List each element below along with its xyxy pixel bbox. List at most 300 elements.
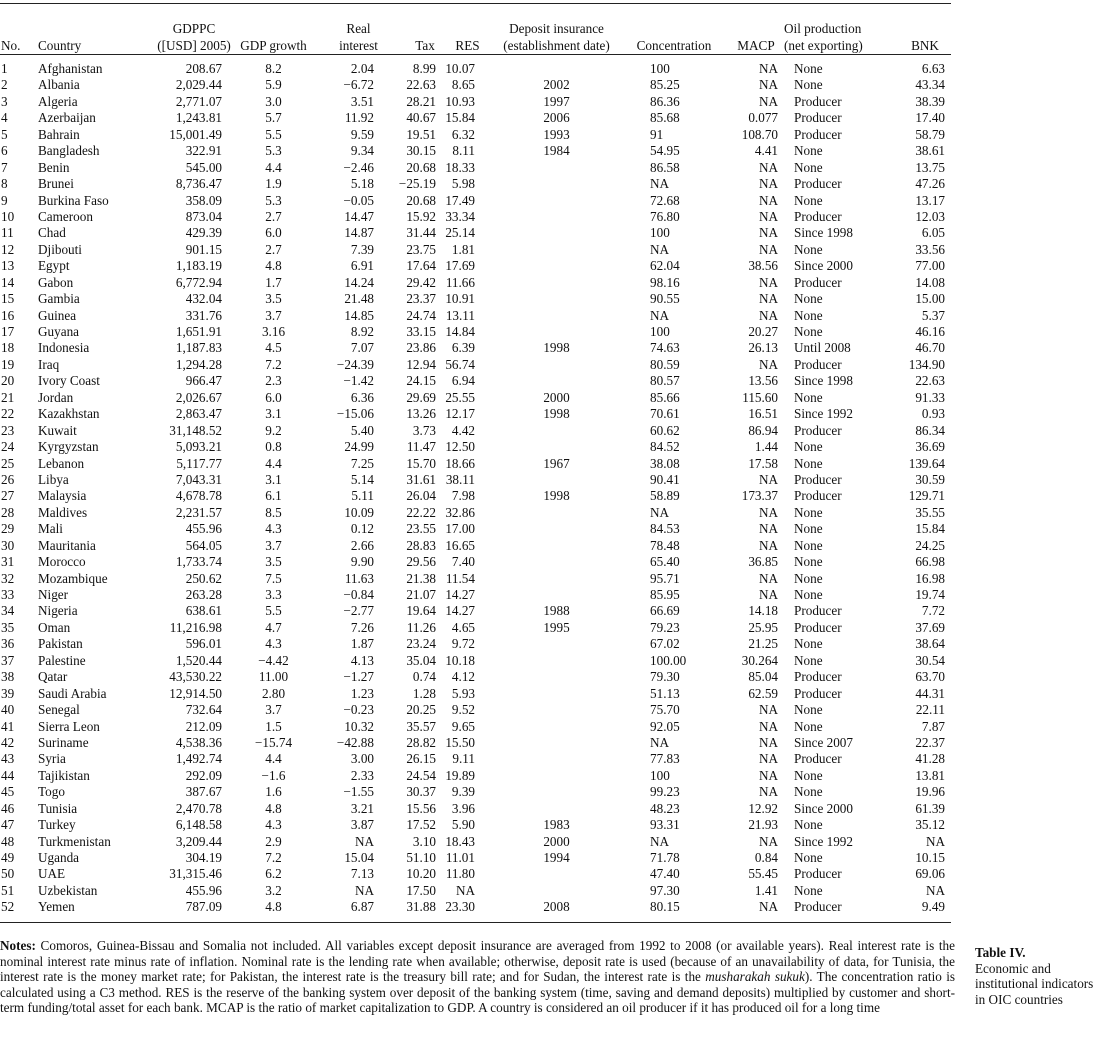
cell-gdp-growth: 5.3 (265, 143, 282, 159)
cell-country: Benin (38, 159, 70, 175)
cell-deposit (485, 686, 628, 702)
cell-real-interest: 10.32 (344, 718, 374, 734)
cell-real-interest: 21.48 (344, 291, 374, 307)
cell-gdppc: 545.00 (185, 159, 222, 175)
cell-concentration: 80.57 (650, 373, 680, 389)
cell-gdppc: 3,209.44 (175, 833, 222, 849)
table-row (0, 866, 951, 882)
cell-gdp-growth: 2.80 (261, 685, 286, 701)
cell-gdppc: 2,026.67 (175, 389, 222, 405)
cell-no: 6 (1, 143, 8, 159)
cell-real-interest: 1.23 (350, 685, 374, 701)
cell-gdppc: 250.62 (185, 570, 222, 586)
cell-no: 13 (1, 258, 15, 274)
cell-res: 8.65 (451, 77, 475, 93)
cell-country: Afghanistan (38, 61, 103, 77)
cell-no: 16 (1, 307, 15, 323)
cell-real-interest: −42.88 (336, 734, 374, 750)
cell-country: Uzbekistan (38, 882, 98, 898)
cell-real-interest: 1.87 (350, 636, 374, 652)
cell-real-interest: 7.39 (350, 241, 374, 257)
cell-real-interest: 7.25 (350, 455, 374, 471)
cell-concentration: 65.40 (650, 554, 680, 570)
cell-concentration: 78.48 (650, 537, 680, 553)
cell-tax: 35.04 (406, 652, 436, 668)
cell-gdppc: 358.09 (185, 192, 222, 208)
cell-res: 15.50 (445, 734, 475, 750)
cell-oil: Since 1992 (794, 406, 853, 422)
cell-macp: NA (758, 521, 778, 537)
cell-res: 12.50 (445, 439, 475, 455)
cell-real-interest: 2.04 (350, 61, 374, 77)
cell-deposit (485, 472, 628, 488)
cell-oil: None (794, 636, 823, 652)
header-gdppc-line2: ([USD] 2005) (157, 38, 231, 53)
cell-concentration: 70.61 (650, 406, 680, 422)
cell-tax: 51.10 (406, 850, 436, 866)
cell-country: Guyana (38, 324, 80, 340)
notes-italic: musharakah sukuk (705, 969, 805, 984)
cell-tax: 22.63 (406, 77, 436, 93)
table-row (0, 850, 951, 866)
cell-concentration: NA (650, 734, 670, 750)
cell-concentration: 71.78 (650, 850, 680, 866)
cell-bnk: 6.63 (921, 61, 945, 77)
cell-tax: 11.26 (406, 619, 436, 635)
table-row (0, 242, 951, 258)
cell-res: 11.01 (445, 850, 475, 866)
cell-concentration: 85.68 (650, 110, 680, 126)
cell-real-interest: −1.27 (343, 669, 374, 685)
cell-concentration: 90.55 (650, 291, 680, 307)
cell-gdppc: 1,492.74 (175, 751, 222, 767)
cell-bnk: 22.63 (915, 373, 945, 389)
cell-res: 18.43 (445, 833, 475, 849)
cell-no: 18 (1, 340, 15, 356)
cell-res: 14.27 (445, 603, 475, 619)
cell-country: Turkmenistan (38, 833, 111, 849)
cell-res: 9.52 (451, 702, 475, 718)
cell-bnk: 63.70 (915, 669, 945, 685)
cell-res: 13.11 (445, 307, 475, 323)
cell-concentration: 74.63 (650, 340, 680, 356)
cell-concentration: 54.95 (650, 143, 680, 159)
cell-no: 9 (1, 192, 8, 208)
cell-concentration: 86.58 (650, 159, 680, 175)
cell-tax: 19.51 (406, 126, 436, 142)
cell-macp: 1.44 (754, 439, 778, 455)
cell-gdppc: 596.01 (185, 636, 222, 652)
cell-concentration: 84.52 (650, 439, 680, 455)
table-row (0, 653, 951, 669)
table-row (0, 817, 951, 833)
cell-deposit (485, 209, 628, 225)
cell-gdppc: 2,231.57 (175, 504, 222, 520)
cell-oil: Producer (794, 899, 842, 915)
cell-bnk: 6.05 (921, 225, 945, 241)
cell-real-interest: 6.36 (350, 389, 374, 405)
cell-gdppc: 2,470.78 (175, 800, 222, 816)
cell-real-interest: 0.12 (350, 521, 374, 537)
cell-no: 49 (1, 850, 15, 866)
cell-concentration: 47.40 (650, 866, 680, 882)
cell-tax: 8.99 (412, 61, 436, 77)
cell-no: 43 (1, 751, 15, 767)
cell-concentration: 91 (650, 126, 664, 142)
table-row (0, 702, 951, 718)
cell-macp: 0.84 (754, 850, 778, 866)
cell-deposit: 1998 (543, 406, 570, 422)
cell-gdp-growth: 1.7 (265, 274, 282, 290)
cell-deposit (485, 768, 628, 784)
cell-gdp-growth: −4.42 (258, 652, 289, 668)
cell-macp: 108.70 (741, 126, 778, 142)
cell-oil: Producer (794, 488, 842, 504)
cell-deposit (485, 242, 628, 258)
cell-deposit: 2006 (543, 110, 570, 126)
cell-concentration: 75.70 (650, 702, 680, 718)
cell-gdp-growth: 2.7 (265, 208, 282, 224)
cell-real-interest: 5.18 (350, 176, 374, 192)
cell-no: 21 (1, 389, 15, 405)
cell-bnk: 24.25 (915, 537, 945, 553)
cell-deposit (485, 308, 628, 324)
cell-oil: Producer (794, 471, 842, 487)
cell-country: Uganda (38, 850, 80, 866)
cell-deposit: 1997 (543, 93, 570, 109)
header-deposit-line1: Deposit insurance (509, 21, 604, 36)
cell-deposit (485, 193, 628, 209)
cell-concentration: 100 (650, 61, 670, 77)
cell-deposit: 1998 (543, 340, 570, 356)
cell-macp: NA (758, 356, 778, 372)
cell-bnk: 30.54 (915, 652, 945, 668)
cell-no: 31 (1, 554, 15, 570)
cell-no: 11 (1, 225, 14, 241)
cell-res: 14.84 (445, 324, 475, 340)
cell-tax: 30.15 (406, 143, 436, 159)
cell-deposit (485, 324, 628, 340)
cell-bnk: 19.96 (915, 784, 945, 800)
cell-concentration: NA (650, 241, 670, 257)
cell-concentration: 79.23 (650, 619, 680, 635)
header-country: Country (38, 38, 82, 53)
cell-res: 33.34 (445, 208, 475, 224)
cell-country: Turkey (38, 817, 76, 833)
cell-no: 12 (1, 241, 15, 257)
cell-real-interest: 10.09 (344, 504, 374, 520)
cell-tax: 40.67 (406, 110, 436, 126)
cell-real-interest: 2.33 (350, 767, 374, 783)
cell-gdp-growth: 6.2 (265, 866, 282, 882)
cell-gdppc: 2,029.44 (175, 77, 222, 93)
cell-no: 7 (1, 159, 8, 175)
cell-gdp-growth: 4.5 (265, 340, 282, 356)
cell-bnk: NA (925, 882, 945, 898)
table-row (0, 176, 951, 192)
header-concentration: Concentration (636, 38, 712, 53)
cell-gdp-growth: 5.7 (265, 110, 282, 126)
cell-gdppc: 5,117.77 (176, 455, 222, 471)
cell-no: 42 (1, 734, 15, 750)
cell-oil: None (794, 652, 823, 668)
cell-macp: 16.51 (748, 406, 778, 422)
cell-gdp-growth: 7.2 (265, 850, 282, 866)
cell-oil: None (794, 702, 823, 718)
cell-concentration: 84.53 (650, 521, 680, 537)
cell-macp: 13.56 (748, 373, 778, 389)
cell-country: Mozambique (38, 570, 108, 586)
cell-no: 39 (1, 685, 15, 701)
cell-res: 9.11 (452, 751, 475, 767)
caption-title: Table IV. (975, 945, 1026, 960)
cell-macp: 85.04 (748, 669, 778, 685)
cell-concentration: 67.02 (650, 636, 680, 652)
cell-deposit: 1967 (543, 455, 570, 471)
cell-no: 52 (1, 899, 15, 915)
cell-concentration: 100 (650, 767, 670, 783)
cell-oil: None (794, 324, 823, 340)
cell-deposit (485, 784, 628, 800)
cell-res: 14.27 (445, 587, 475, 603)
cell-country: Morocco (38, 554, 86, 570)
cell-deposit (485, 866, 628, 882)
cell-real-interest: 14.85 (344, 307, 374, 323)
cell-bnk: 129.71 (908, 488, 945, 504)
cell-country: Burkina Faso (38, 192, 109, 208)
cell-country: Albania (38, 77, 80, 93)
cell-gdppc: 31,315.46 (169, 866, 222, 882)
cell-real-interest: 14.47 (344, 208, 374, 224)
header-res: RES (455, 38, 480, 53)
cell-macp: NA (758, 784, 778, 800)
cell-country: Sierra Leon (38, 718, 100, 734)
cell-oil: Producer (794, 274, 842, 290)
cell-no: 27 (1, 488, 15, 504)
cell-bnk: 0.93 (921, 406, 945, 422)
cell-deposit: 1998 (543, 488, 570, 504)
cell-real-interest: NA (354, 882, 374, 898)
cell-res: 9.65 (451, 718, 475, 734)
cell-country: Qatar (38, 669, 68, 685)
cell-oil: Producer (794, 669, 842, 685)
cell-gdp-growth: 2.3 (265, 373, 282, 389)
cell-no: 14 (1, 274, 15, 290)
cell-tax: 31.44 (406, 225, 436, 241)
cell-gdppc: 12,914.50 (169, 685, 222, 701)
cell-real-interest: 7.13 (350, 866, 374, 882)
cell-macp: 55.45 (748, 866, 778, 882)
cell-gdppc: 2,863.47 (175, 406, 222, 422)
cell-deposit (485, 735, 628, 751)
cell-concentration: 51.13 (650, 685, 680, 701)
cell-concentration: 58.89 (650, 488, 680, 504)
cell-res: 1.81 (451, 241, 475, 257)
cell-no: 48 (1, 833, 15, 849)
cell-macp: 26.13 (748, 340, 778, 356)
cell-country: Kyrgyzstan (38, 439, 99, 455)
cell-country: Togo (38, 784, 65, 800)
cell-country: Maldives (38, 504, 88, 520)
cell-oil: None (794, 77, 823, 93)
cell-oil: None (794, 307, 823, 323)
cell-no: 34 (1, 603, 15, 619)
cell-concentration: 79.30 (650, 669, 680, 685)
cell-country: Gambia (38, 291, 80, 307)
table-row (0, 94, 951, 110)
cell-res: 38.11 (445, 471, 475, 487)
cell-deposit (485, 225, 628, 241)
cell-no: 23 (1, 422, 15, 438)
cell-oil: Producer (794, 126, 842, 142)
table-row (0, 406, 951, 422)
cell-gdppc: 429.39 (185, 225, 222, 241)
cell-gdppc: 901.15 (185, 241, 222, 257)
cell-oil: Until 2008 (794, 340, 851, 356)
cell-tax: 3.73 (412, 422, 436, 438)
cell-no: 28 (1, 504, 15, 520)
cell-oil: None (794, 389, 823, 405)
cell-no: 3 (1, 93, 8, 109)
cell-res: 6.32 (451, 126, 475, 142)
cell-gdp-growth: 3.16 (261, 324, 286, 340)
header-deposit-line2: (establishment date) (503, 38, 610, 53)
cell-gdp-growth: 8.2 (265, 61, 282, 77)
cell-bnk: 13.75 (915, 159, 945, 175)
cell-macp: NA (758, 176, 778, 192)
cell-bnk: 30.59 (915, 471, 945, 487)
cell-tax: 28.83 (406, 537, 436, 553)
cell-country: Niger (38, 587, 69, 603)
cell-bnk: 13.81 (915, 767, 945, 783)
cell-real-interest: 2.66 (350, 537, 374, 553)
cell-concentration: 85.66 (650, 389, 680, 405)
cell-macp: NA (758, 307, 778, 323)
cell-res: 11.54 (445, 570, 475, 586)
cell-gdp-growth: 4.8 (265, 899, 282, 915)
cell-gdppc: 15,001.49 (169, 126, 222, 142)
cell-res: 8.11 (452, 143, 475, 159)
table-row (0, 735, 951, 751)
cell-real-interest: 14.87 (344, 225, 374, 241)
header-oil-production (784, 4, 887, 56)
cell-real-interest: 7.07 (350, 340, 374, 356)
cell-oil: Since 1998 (794, 225, 853, 241)
cell-macp: 21.93 (748, 817, 778, 833)
table-row (0, 669, 951, 685)
cell-gdp-growth: 9.2 (265, 422, 282, 438)
cell-country: Kazakhstan (38, 406, 100, 422)
cell-gdppc: 31,148.52 (169, 422, 222, 438)
cell-deposit (485, 160, 628, 176)
cell-country: Lebanon (38, 455, 85, 471)
cell-oil: None (794, 159, 823, 175)
header-gdppc (128, 4, 232, 56)
header-gdp-growth: GDP growth (240, 38, 307, 53)
cell-bnk: 43.34 (915, 77, 945, 93)
table-row (0, 587, 951, 603)
cell-macp: NA (758, 208, 778, 224)
cell-gdp-growth: 7.5 (265, 570, 282, 586)
cell-real-interest: 3.51 (350, 93, 374, 109)
indicators-table (0, 4, 951, 916)
cell-macp: 21.25 (748, 636, 778, 652)
cell-macp: NA (758, 274, 778, 290)
table-row (0, 620, 951, 636)
cell-macp: 36.85 (748, 554, 778, 570)
cell-oil: Producer (794, 110, 842, 126)
cell-real-interest: NA (354, 833, 374, 849)
cell-oil: None (794, 587, 823, 603)
cell-res: 17.00 (445, 521, 475, 537)
cell-country: Senegal (38, 702, 80, 718)
cell-res: 15.84 (445, 110, 475, 126)
cell-bnk: 15.00 (915, 291, 945, 307)
cell-gdp-growth: 3.5 (265, 554, 282, 570)
cell-country: Jordan (38, 389, 74, 405)
cell-deposit: 2000 (543, 389, 570, 405)
cell-country: Brunei (38, 176, 74, 192)
cell-real-interest: 15.04 (344, 850, 374, 866)
cell-country: Bahrain (38, 126, 80, 142)
cell-oil: Producer (794, 356, 842, 372)
cell-deposit (485, 751, 628, 767)
cell-real-interest: −1.42 (343, 373, 374, 389)
cell-concentration: 93.31 (650, 817, 680, 833)
cell-concentration: 90.41 (650, 471, 680, 487)
cell-macp: 173.37 (741, 488, 778, 504)
cell-gdppc: 1,520.44 (175, 652, 222, 668)
cell-deposit: 1994 (543, 850, 570, 866)
cell-concentration: 80.15 (650, 899, 680, 915)
cell-bnk: 14.08 (915, 274, 945, 290)
table-row (0, 390, 951, 406)
cell-gdppc: 208.67 (185, 61, 222, 77)
cell-no: 46 (1, 800, 15, 816)
cell-gdppc: 7,043.31 (175, 471, 222, 487)
cell-country: Gabon (38, 274, 74, 290)
cell-macp: NA (758, 241, 778, 257)
cell-bnk: 35.12 (915, 817, 945, 833)
cell-res: 32.86 (445, 504, 475, 520)
cell-gdp-growth: 1.5 (265, 718, 282, 734)
cell-gdppc: 4,678.78 (175, 488, 222, 504)
table-row (0, 784, 951, 800)
table-row (0, 258, 951, 274)
cell-tax: 29.42 (406, 274, 436, 290)
cell-oil: None (794, 521, 823, 537)
cell-tax: 33.15 (406, 324, 436, 340)
cell-tax: 24.15 (406, 373, 436, 389)
cell-concentration: 99.23 (650, 784, 680, 800)
header-tax: Tax (415, 38, 435, 53)
table-row (0, 77, 951, 93)
cell-bnk: 16.98 (915, 570, 945, 586)
cell-oil: Since 1992 (794, 833, 853, 849)
cell-real-interest: 6.87 (350, 899, 374, 915)
cell-no: 5 (1, 126, 8, 142)
cell-gdp-growth: 5.9 (265, 77, 282, 93)
cell-macp: 30.264 (741, 652, 778, 668)
cell-gdp-growth: 1.9 (265, 176, 282, 192)
cell-real-interest: 3.87 (350, 817, 374, 833)
cell-macp: NA (758, 899, 778, 915)
cell-tax: 22.22 (406, 504, 436, 520)
cell-concentration: 86.36 (650, 93, 680, 109)
cell-oil: None (794, 554, 823, 570)
cell-no: 17 (1, 324, 15, 340)
cell-country: Bangladesh (38, 143, 100, 159)
